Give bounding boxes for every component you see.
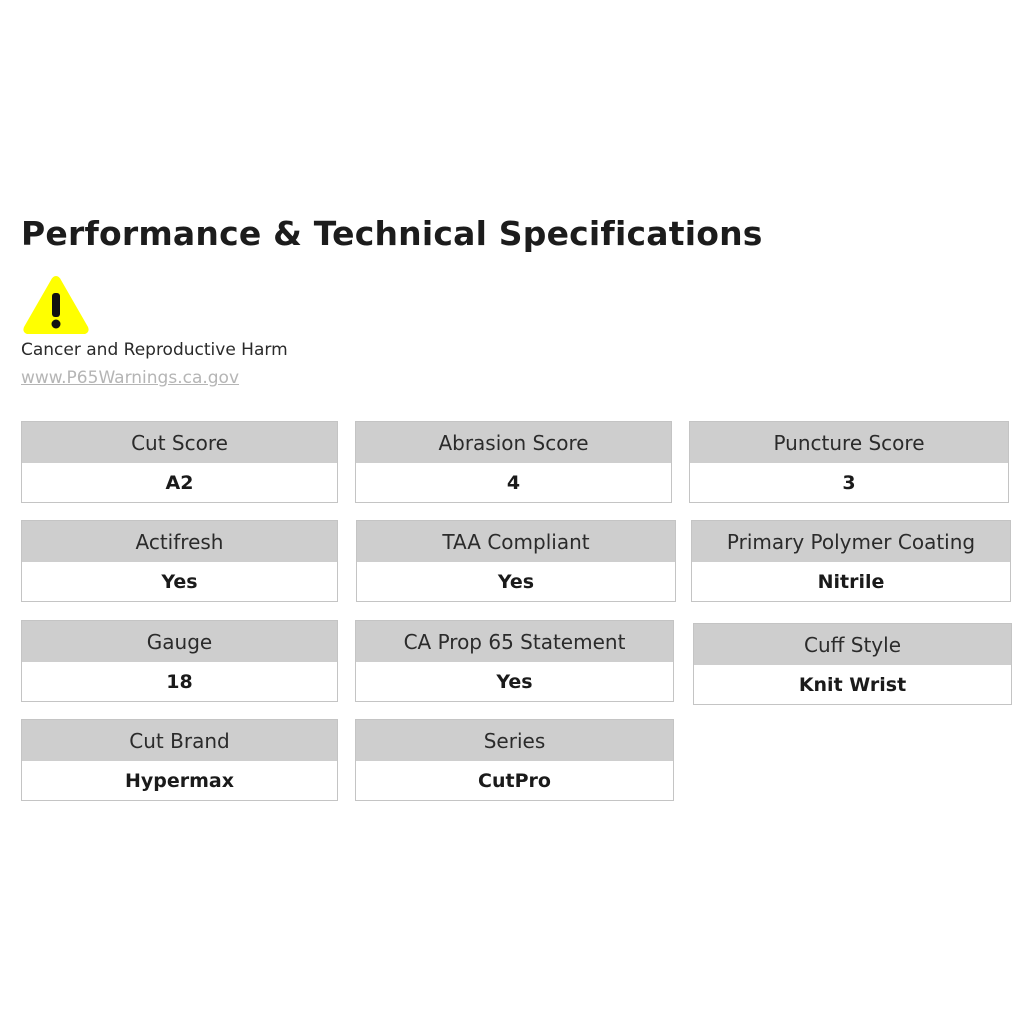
spec-value: 18 bbox=[166, 670, 193, 693]
spec-label: Cut Score bbox=[22, 422, 337, 463]
spec-label: CA Prop 65 Statement bbox=[356, 621, 673, 662]
spec-card-abrasion-score bbox=[355, 421, 672, 503]
spec-value: Hypermax bbox=[124, 769, 235, 792]
spec-label: Cuff Style bbox=[694, 624, 1011, 665]
page-title: Performance & Technical Specifications bbox=[21, 214, 763, 253]
spec-card-primary-polymer-coating bbox=[691, 520, 1011, 602]
spec-label: Puncture Score bbox=[690, 422, 1008, 463]
spec-label: TAA Compliant bbox=[357, 521, 675, 562]
spec-label: Abrasion Score bbox=[356, 422, 671, 463]
spec-value: A2 bbox=[165, 471, 194, 494]
spec-card-ca-prop-65-statement bbox=[355, 620, 674, 702]
spec-value: Yes bbox=[161, 570, 198, 593]
warning-triangle-icon bbox=[20, 272, 92, 338]
spec-card-cut-score bbox=[21, 421, 338, 503]
spec-card-actifresh bbox=[21, 520, 338, 602]
spec-card-series bbox=[355, 719, 674, 801]
spec-label: Cut Brand bbox=[22, 720, 337, 761]
spec-value: Yes bbox=[496, 670, 533, 693]
spec-label: Gauge bbox=[22, 621, 337, 662]
prop65-warning-text: Cancer and Reproductive Harm bbox=[21, 340, 288, 360]
spec-card-cuff-style bbox=[693, 623, 1012, 705]
spec-card-gauge bbox=[21, 620, 338, 702]
spec-value: 4 bbox=[506, 471, 521, 494]
spec-value: Nitrile bbox=[817, 570, 885, 593]
spec-value: Yes bbox=[497, 570, 535, 593]
spec-label: Primary Polymer Coating bbox=[692, 521, 1010, 562]
spec-label: Actifresh bbox=[22, 521, 337, 562]
spec-card-taa-compliant bbox=[356, 520, 676, 602]
spec-card-puncture-score bbox=[689, 421, 1009, 503]
p65-warnings-link[interactable]: www.P65Warnings.ca.gov bbox=[21, 368, 240, 388]
spec-card-cut-brand bbox=[21, 719, 338, 801]
spec-value: 3 bbox=[842, 471, 856, 494]
spec-value: CutPro bbox=[478, 769, 551, 792]
spec-label: Series bbox=[356, 720, 673, 761]
spec-value: Knit Wrist bbox=[798, 673, 907, 696]
